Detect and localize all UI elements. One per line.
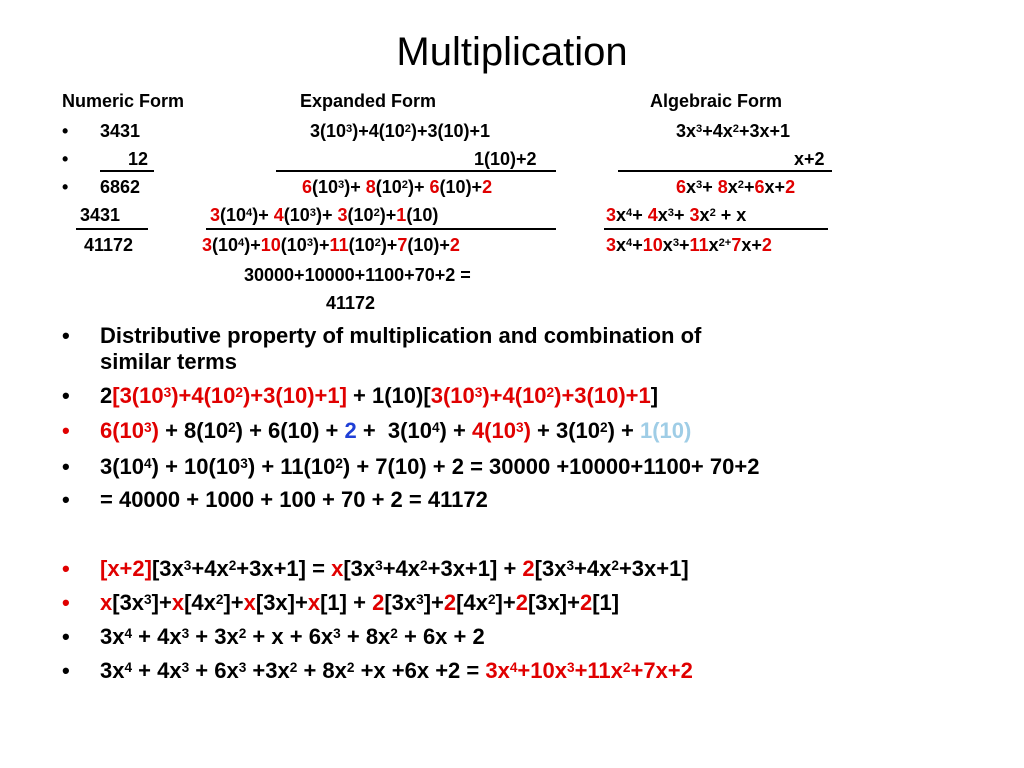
expanded-sum-rule xyxy=(276,170,556,172)
header-numeric-form: Numeric Form xyxy=(62,91,185,111)
row3-algebraic: $6x^3+ 8x^2+6x+2$ xyxy=(676,177,796,197)
algebraic-product-rule xyxy=(604,228,828,230)
bullet-2-text: $2[3(10^3)+4(10^2)+3(10)+1] + 1(10)[3(10^3)+4(10^2)+3(10)+1]$ xyxy=(100,383,659,408)
header-algebraic-form: Algebraic Form xyxy=(650,91,783,111)
expanded-product-rule xyxy=(206,228,556,230)
row2-numeric: 12 xyxy=(128,149,149,169)
bullet-1-line-1: Distributive property of multiplication and combination of xyxy=(100,323,702,348)
row5-numeric: 41172 xyxy=(84,235,134,255)
bullet-1-line-2: similar terms xyxy=(100,349,237,374)
expanded-result: 41172 xyxy=(326,293,376,313)
bullet-5-text: = 40000 + 1000 + 100 + 70 + 2 = 41172 xyxy=(100,487,488,512)
row4-algebraic: $3x^4+ 4x^3+ 3x^2 + x$ xyxy=(606,205,747,225)
bullet-6-dot: • xyxy=(62,556,70,581)
bullet-5-dot: • xyxy=(62,487,70,512)
bullet-1-dot: • xyxy=(62,323,70,348)
row2-algebraic: x+2 xyxy=(794,149,825,169)
bullet-9-dot: • xyxy=(62,658,70,683)
bullet-4-dot: • xyxy=(62,454,70,479)
row4-numeric: 3431 xyxy=(80,205,121,225)
expanded-sum-line: 30000+10000+1100+70+2 = xyxy=(244,265,471,285)
algebraic-sum-rule xyxy=(618,170,832,172)
bullet-2-dot: • xyxy=(62,383,70,408)
bullet-7-text: $x[3x^3]+x[4x^2]+x[3x]+x[1] + 2[3x^3]+2[4x^2]+2[3x]+2[1]$ xyxy=(100,590,620,615)
bullet-3-dot: • xyxy=(62,418,70,443)
row1-expanded: $3(10^3)+4(10^2)+3(10)+1$ xyxy=(310,121,491,141)
bullet-6-text: $[x+2][3x^3+4x^2+3x+1] = x[3x^3+4x^2+3x+1] + 2[3x^3+4x^2+3x+1]$ xyxy=(100,556,689,581)
row3-expanded: $6(10^3)+ 8(10^2)+ 6(10)+2$ xyxy=(302,177,493,197)
bullet-8-text: $3x^4 + 4x^3 + 3x^2 + x + 6x^3 + 8x^2 + 6x + 2$ xyxy=(100,624,485,649)
bullet-8-dot: • xyxy=(62,624,70,649)
bullet-9-text: $3x^4 + 4x^3 + 6x^3 +3x^2 + 8x^2 +x +6x +2 = 3x^4+10x^3+11x^2+7x+2$ xyxy=(100,658,693,683)
bullet-7-dot: • xyxy=(62,590,70,615)
bullet-3-text: $6(10^3) + 8(10^2) + 6(10) + 2 + 3(10^4) + 4(10^3) + 3(10^2) + 1(10)$ xyxy=(100,418,692,443)
row1-algebraic: $3x^3+4x^2+3x+1$ xyxy=(676,121,791,141)
row2-expanded: 1(10)+2 xyxy=(474,149,537,169)
header-expanded-form: Expanded Form xyxy=(300,91,437,111)
row1-bullet: • xyxy=(62,121,69,141)
row2-bullet: • xyxy=(62,149,69,169)
page-title: Multiplication xyxy=(396,30,628,74)
bullet-4-text: $3(10^4) + 10(10^3) + 11(10^2) + 7(10) + 2 = 30000 +10000+1100+ 70+2$ xyxy=(100,454,760,479)
numeric-sum-rule xyxy=(100,170,154,172)
numeric-product-rule xyxy=(76,228,148,230)
row5-expanded: $3(10^4)+10(10^3)+11(10^2)+7(10)+2$ xyxy=(202,235,460,255)
row3-numeric: 6862 xyxy=(100,177,141,197)
row4-expanded: $3(10^4)+ 4(10^3)+ 3(10^2)+1(10)$ xyxy=(210,205,439,225)
row1-numeric: 3431 xyxy=(100,121,141,141)
row3-bullet: • xyxy=(62,177,69,197)
row5-algebraic: $3x^4+10x^3+11x^{2+}7x+2$ xyxy=(606,235,772,255)
